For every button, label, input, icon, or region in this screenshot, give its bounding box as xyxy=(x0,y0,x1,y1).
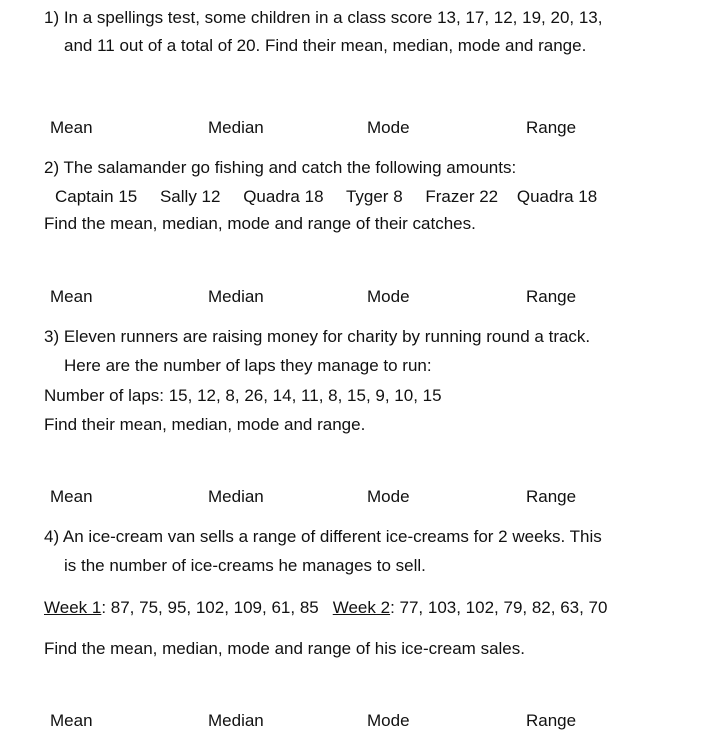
q2-answer-labels xyxy=(0,286,720,308)
q3-mean-label: Mean xyxy=(50,487,93,506)
q4-mean-label: Mean xyxy=(50,711,93,730)
q2-catches xyxy=(55,186,597,208)
q4-week2-values: : 77, 103, 102, 79, 82, 63, 70 xyxy=(390,598,608,617)
q1-line-1: 1) In a spellings test, some children in a class score 13, 17, 12, 19, 20, 13, xyxy=(44,8,603,27)
q4-line-4: Find the mean, median, mode and range of his ice-cream sales. xyxy=(44,639,525,658)
q4-mode-label: Mode xyxy=(367,711,410,730)
q1-line-2: and 11 out of a total of 20. Find their mean, median, mode and range. xyxy=(64,36,587,55)
q1-range-label: Range xyxy=(526,118,577,137)
q2-catch-quadra-1: Quadra 18 xyxy=(243,187,324,206)
q4-median-label: Median xyxy=(208,711,264,730)
q3-line-4: Find their mean, median, mode and range. xyxy=(44,415,366,434)
q3-range-label: Range xyxy=(526,487,577,506)
q4-weeks-line xyxy=(44,597,607,619)
q2-mode-label: Mode xyxy=(367,287,410,306)
q4-line-1: 4) An ice-cream van sells a range of different ice-creams for 2 weeks. This xyxy=(44,527,602,546)
q2-line-3: Find the mean, median, mode and range of their catches. xyxy=(44,214,476,233)
q3-line-1: 3) Eleven runners are raising money for charity by running round a track. xyxy=(44,327,591,346)
q2-catch-sally: Sally 12 xyxy=(159,187,221,206)
q2-catch-captain: Captain 15 xyxy=(55,187,138,206)
q2-median-label: Median xyxy=(208,287,264,306)
q3-answer-labels xyxy=(0,486,720,508)
q4-line-2: is the number of ice-creams he manages to sell. xyxy=(64,556,426,575)
q4-week1-label: Week 1 xyxy=(44,598,102,617)
q3-median-label: Median xyxy=(208,487,264,506)
q3-line-3: Number of laps: 15, 12, 8, 26, 14, 11, 8, 15, 9, 10, 15 xyxy=(44,386,442,405)
q2-catch-quadra-2: Quadra 18 xyxy=(516,187,598,206)
q1-median-label: Median xyxy=(208,118,264,137)
q2-range-label: Range xyxy=(526,287,577,306)
q1-mode-label: Mode xyxy=(367,118,410,137)
q2-mean-label: Mean xyxy=(50,287,93,306)
q1-answer-labels xyxy=(0,117,720,139)
q4-answer-labels xyxy=(0,710,720,732)
q3-line-2: Here are the number of laps they manage to run: xyxy=(64,356,432,375)
q2-catch-tyger: Tyger 8 xyxy=(345,187,403,206)
q4-range-label: Range xyxy=(526,711,577,730)
q1-mean-label: Mean xyxy=(50,118,93,137)
q3-mode-label: Mode xyxy=(367,487,410,506)
q4-week2-label: Week 2 xyxy=(332,598,391,617)
q2-line-1: 2) The salamander go fishing and catch the following amounts: xyxy=(44,158,517,177)
q4-week1-values: : 87, 75, 95, 102, 109, 61, 85 xyxy=(101,598,319,617)
q2-catch-frazer: Frazer 22 xyxy=(425,187,499,206)
